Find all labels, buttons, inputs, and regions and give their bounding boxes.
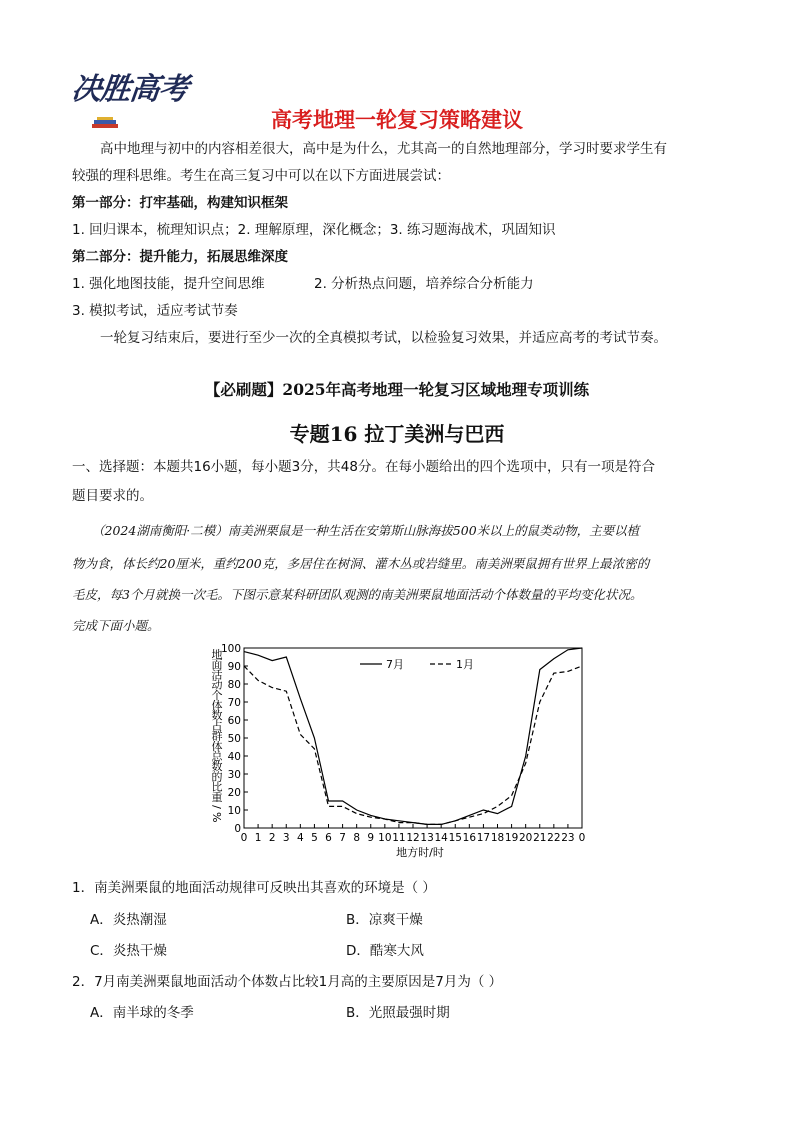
x-tick-label: 15 [448, 832, 462, 844]
y-tick-label: 10 [227, 805, 241, 817]
y-axis-label-char: 数 [211, 760, 223, 774]
part2-heading: 第二部分：提升能力，拓展思维深度 [72, 249, 288, 265]
x-tick-label: 16 [462, 832, 477, 844]
x-tick-label: 22 [547, 832, 561, 844]
part1-items: 1. 回归课本，梳理知识点；2. 理解原理，深化概念；3. 练习题海战术，巩固知识 [72, 222, 556, 238]
series-line-january [244, 666, 582, 824]
x-tick-label: 8 [353, 832, 361, 844]
question-2-option-b[interactable]: B．光照最强时期 [346, 1005, 450, 1021]
y-tick-label: 20 [227, 787, 241, 799]
intro-line-2: 较强的理科思维。考生在高三复习中可以在以下方面进展尝试： [72, 168, 450, 184]
y-tick-label: 90 [227, 661, 241, 673]
y-axis-label-char: 活 [211, 668, 223, 682]
series-title: 【必刷题】2025年高考地理一轮复习区域地理专项训练 [204, 380, 590, 399]
x-tick-label: 0 [578, 832, 586, 844]
y-tick-label: 40 [227, 751, 241, 763]
y-axis-label-char: 体 [211, 739, 223, 753]
y-axis-label [210, 647, 224, 822]
series-line-july [244, 648, 582, 824]
y-axis-label-char: 面 [211, 658, 223, 672]
y-axis-label-char: 个 [211, 688, 223, 702]
part2-note: 一轮复习结束后，要进行至少一次的全真模拟考试，以检验复习效果，并适应高考的考试节奏。 [100, 330, 667, 346]
y-axis-label-char: 的 [211, 770, 223, 784]
part2-item-1: 1. 强化地图技能，提升空间思维 [72, 276, 265, 292]
passage-line-3: 毛皮，每3个月就换一次毛。下图示意某科研团队观测的南美洲栗鼠地面活动个体数量的平均变化状况。 [72, 587, 643, 602]
part2-item-2: 2. 分析热点问题，培养综合分析能力 [314, 276, 534, 292]
y-tick-label: 80 [227, 679, 241, 691]
y-axis-label-char: 总 [211, 750, 223, 763]
x-tick-label: 6 [325, 832, 332, 844]
question-2-stem: 2．7月南美洲栗鼠地面活动个体数占比较1月高的主要原因是7月为（ ） [72, 974, 503, 990]
x-tick-label: 14 [434, 832, 448, 844]
topic-title: 专题16 拉丁美洲与巴西 [289, 422, 505, 446]
y-axis-label-char: 重 [211, 790, 223, 804]
x-tick-label: 19 [504, 832, 519, 844]
question-1-stem: 1．南美洲栗鼠的地面活动规律可反映出其喜欢的环境是（ ） [72, 880, 436, 896]
page-title: 高考地理一轮复习策略建议 [271, 108, 523, 132]
x-axis-label: 地方时/时 [396, 846, 444, 859]
x-tick-label: 17 [476, 832, 491, 844]
y-axis-label-char: 群 [211, 729, 223, 743]
x-tick-label: 0 [240, 832, 248, 844]
x-tick-label: 1 [254, 832, 262, 844]
legend-label: 1月 [456, 658, 474, 671]
instruction-line-2: 题目要求的。 [72, 488, 153, 504]
x-tick-label: 11 [392, 832, 406, 844]
question-1-option-c[interactable]: C．炎热干燥 [90, 943, 167, 959]
y-tick-label: 50 [227, 733, 241, 745]
y-axis-label-char: 占 [211, 719, 223, 733]
x-tick-label: 9 [367, 832, 375, 844]
part2-item-3: 3. 模拟考试，适应考试节奏 [72, 303, 238, 319]
x-tick-label: 5 [311, 832, 318, 844]
y-tick-label: 70 [227, 697, 241, 709]
x-tick-label: 10 [378, 832, 392, 844]
x-tick-label: 21 [533, 832, 547, 844]
y-axis-label-char: 地 [211, 648, 223, 661]
x-tick-label: 3 [282, 832, 290, 844]
y-axis-label-char: 数 [211, 709, 223, 723]
y-tick-label: 60 [227, 715, 241, 727]
question-1-option-a[interactable]: A．炎热潮湿 [90, 912, 167, 928]
plot-frame [244, 648, 582, 828]
y-axis-label-char: 比 [211, 780, 223, 794]
chart-svg [200, 642, 592, 864]
x-tick-label: 13 [420, 832, 434, 844]
x-tick-label: 7 [339, 832, 346, 844]
intro-line-1: 高中地理与初中的内容相差很大，高中是为什么，尤其高一的自然地理部分，学习时要求学生有 [100, 141, 667, 157]
x-tick-label: 18 [490, 832, 505, 844]
logo-text: 决胜高考 [69, 72, 190, 107]
legend-label: 7月 [386, 658, 404, 671]
part1-heading: 第一部分：打牢基础，构建知识框架 [72, 195, 288, 211]
y-axis-label-char: % [210, 811, 223, 823]
x-tick-label: 12 [406, 832, 420, 844]
x-tick-label: 23 [561, 832, 575, 844]
y-tick-label: 30 [227, 769, 241, 781]
y-tick-label: 100 [220, 643, 241, 655]
passage-line-1: （2024湖南衡阳·二模）南美洲栗鼠是一种生活在安第斯山脉海拔500米以上的鼠类动物，主要以植 [92, 523, 640, 538]
y-axis-label-char: 体 [211, 699, 223, 712]
question-1-option-b[interactable]: B．凉爽干燥 [346, 912, 423, 928]
instruction-line-1: 一、选择题：本题共16小题，每小题3分，共48分。在每小题给出的四个选项中，只有一项是符合 [72, 459, 655, 475]
y-axis-label-char: / [210, 805, 223, 809]
question-2-option-a[interactable]: A．南半球的冬季 [90, 1005, 194, 1021]
y-axis-label-char: 动 [211, 678, 223, 692]
passage-line-4: 完成下面小题。 [72, 618, 160, 633]
x-tick-label: 20 [518, 832, 533, 844]
question-1-option-d[interactable]: D．酷寒大风 [346, 943, 424, 959]
x-tick-label: 4 [296, 832, 304, 844]
y-tick-label: 0 [234, 823, 241, 835]
passage-line-2: 物为食，体长约20厘米，重约200克，多居住在树洞、灌木丛或岩缝里。南美洲栗鼠拥有世界上最浓密的 [72, 556, 650, 571]
x-tick-label: 2 [268, 832, 276, 844]
activity-line-chart [200, 642, 592, 864]
